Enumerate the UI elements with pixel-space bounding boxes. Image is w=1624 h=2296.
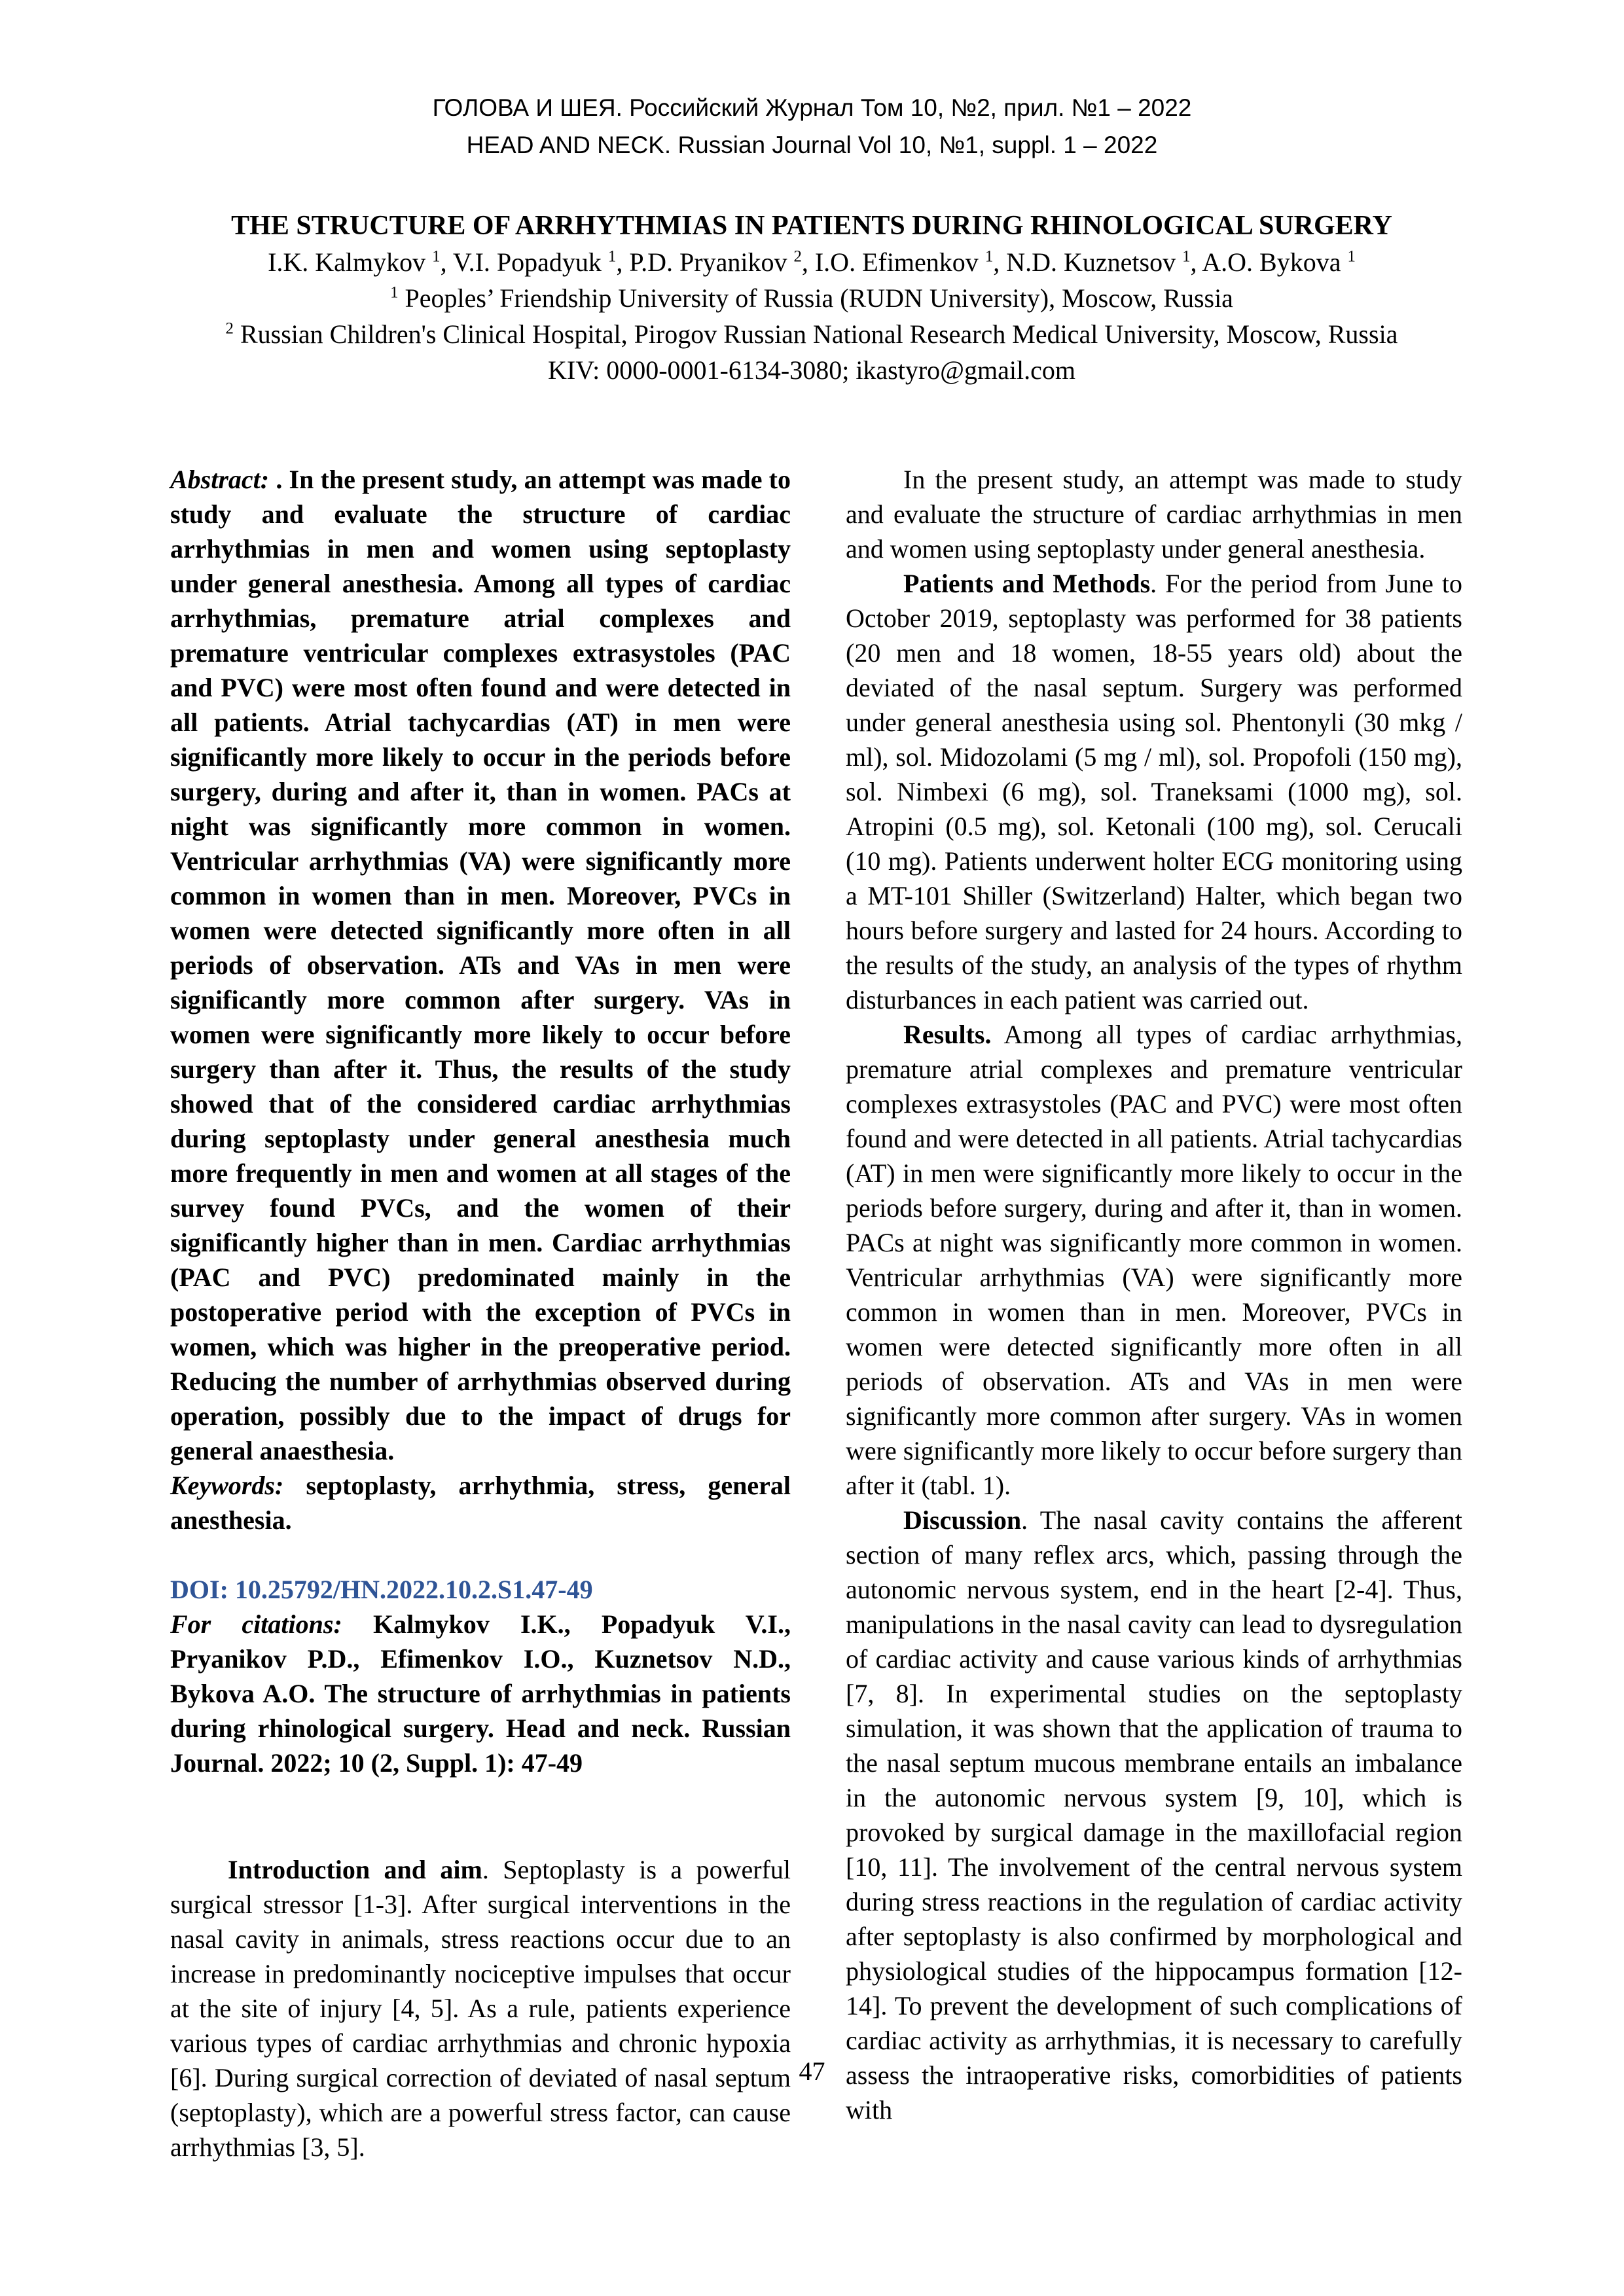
journal-header-line-ru: ГОЛОВА И ШЕЯ. Российский Журнал Том 10, №2, прил. №1 – 2022: [432, 94, 1192, 121]
journal-header-line-en: HEAD AND NECK. Russian Journal Vol 10, №1, suppl. 1 – 2022: [466, 132, 1158, 158]
discussion-text: . The nasal cavity contains the afferent section of many reflex arcs, which, passing through the autonomic nervous system, end in the heart [2-4]. Thus, manipulations in the nasal cavity can lead to dysregulation of cardiac activity and cause various kinds of arrhythmias [7, 8]. In experimental studies on the septoplasty simulation, it was shown that the application of trauma to the nasal septum mucous membrane entails an imbalance in the autonomic nervous system [9, 10], which is provoked by surgical damage in the maxillofacial region [10, 11]. The involvement of the central nervous system during stress reactions in the regulation of cardiac activity after septoplasty is also confirmed by morphological and physiological studies of the hippocampus formation [12-14]. To prevent the development of such complications of cardiac activity as arrhythmias, it is necessary to carefully assess the intraoperative risks, comorbidities of patients with: [846, 1505, 1462, 2125]
authors-line: I.K. Kalmykov $^1$, V.I. Popadyuk $^1$, P.D. Pryanikov $^2$, I.O. Efimenkov $^1$, N.D. Kuznetsov $^1$, A.O. Bykova $^1$: [268, 247, 1356, 277]
citation-label: For citations:: [170, 1609, 342, 1639]
abstract-paragraph: [170, 462, 791, 1468]
page-number: 47: [799, 2056, 825, 2086]
article-title: THE STRUCTURE OF ARRHYTHMIAS IN PATIENTS DURING RHINOLOGICAL SURGERY: [231, 211, 1392, 241]
abstract-label: Abstract:: [170, 465, 270, 494]
left-column: [170, 462, 791, 2164]
patients-methods-heading: Patients and Methods: [903, 569, 1151, 598]
study-summary-paragraph: In the present study, an attempt was made to study and evaluate the structure of cardiac arrhythmias in men and women using septoplasty under general anesthesia.: [846, 465, 1462, 564]
discussion-paragraph: [846, 1503, 1462, 2127]
author-affiliation-sup: 1: [1182, 247, 1191, 266]
abstract-text: . In the present study, an attempt was made to study and evaluate the structure of cardiac arrhythmias in men and women using septoplasty under general anesthesia. Among all types of cardiac arrhythmias, premature atrial complexes and premature ventricular complexes extrasystoles (PAC and PVC) were most often found and were detected in all patients. Atrial tachycardias (AT) in men were significantly more likely to occur in the periods before surgery, during and after it, than in women. PACs at night was significantly more common in women. Ventricular arrhythmias (VA) were significantly more common in women than in men. Moreover, PVCs in women were detected significantly more often in all periods of observation. ATs and VAs in men were significantly more common after surgery. VAs in women were significantly more likely to occur before surgery than after it. Thus, the results of the study showed that of the considered cardiac arrhythmias during septoplasty under general anesthesia much more frequently in men and women at all stages of the survey found PVCs, and the women of their significantly higher than in men. Cardiac arrhythmias (PAC and PVC) predominated mainly in the postoperative period with the exception of PVCs in women, which was higher in the preoperative period. Reducing the number of arrhythmias observed during operation, possibly due to the impact of drugs for general anaesthesia.: [170, 465, 791, 1465]
affiliations: [124, 280, 1499, 352]
author-affiliation-sup: 1: [432, 247, 441, 266]
introduction-paragraph: [170, 1852, 791, 2164]
affiliation-sup: 2: [225, 319, 234, 338]
contact-line: KIV: 0000-0001-6134-3080; ikastyro@gmail.com: [548, 355, 1075, 385]
introduction-text: . Septoplasty is a powerful surgical stressor [1-3]. After surgical interventions in the nasal cavity in animals, stress reactions occur due to an increase in predominantly nociceptive impulses that occur at the site of injury [4, 5]. As a rule, patients experience various types of cardiac arrhythmias and chronic hypoxia [6]. During surgical correction of deviated of nasal septum (septoplasty), which are a powerful stress factor, can cause arrhythmias [3, 5].: [170, 1855, 791, 2162]
affiliation-line: $^2$ Russian Children's Clinical Hospital, Pirogov Russian National Research Medical University, Moscow, Russia: [225, 319, 1398, 349]
journal-header: [0, 89, 1624, 164]
affiliation-line: $^1$ Peoples’ Friendship University of Russia (RUDN University), Moscow, Russia: [390, 283, 1233, 313]
citation-text: Kalmykov I.K., Popadyuk V.I., Pryanikov P.D., Efimenkov I.O., Kuznetsov N.D., Bykova A.O. The structure of arrhythmias in patients during rhinological surgery. Head and neck. Russian Journal. 2022; 10 (2, Suppl. 1): 47-49: [170, 1609, 791, 1778]
keywords-label: Keywords:: [170, 1471, 284, 1500]
affiliation-sup: 1: [390, 283, 399, 302]
author-affiliation-sup: 1: [607, 247, 617, 266]
doi-line: DOI: 10.25792/HN.2022.10.2.S1.47-49: [170, 1575, 593, 1604]
author-affiliation-sup: 1: [1347, 247, 1356, 266]
title-block: [124, 208, 1499, 388]
author-affiliation-sup: 1: [984, 247, 994, 266]
results-paragraph: [846, 1017, 1462, 1503]
patients-methods-paragraph: [846, 566, 1462, 1017]
discussion-heading: Discussion: [903, 1505, 1022, 1535]
patients-methods-text: . For the period from June to October 2019, septoplasty was performed for 38 patients (20 men and 18 women, 18-55 years old) about the deviated of the nasal septum. Surgery was performed under general anesthesia using sol. Phentonyli (30 mkg / ml), sol. Midozolami (5 mg / ml), sol. Propofoli (150 mg), sol. Nimbexi (6 mg), sol. Traneksami (1000 mg), sol. Atropini (0.5 mg), sol. Ketonali (100 mg), sol. Cerucali (10 mg). Patients underwent holter ECG monitoring using a MT-101 Shiller (Switzerland) Halter, which began two hours before surgery and lasted for 24 hours. According to the results of the study, an analysis of the types of rhythm disturbances in each patient was carried out.: [846, 569, 1462, 1014]
author-affiliation-sup: 2: [793, 247, 802, 266]
citation-paragraph: [170, 1607, 791, 1780]
keywords-text: septoplasty, arrhythmia, stress, general anesthesia.: [170, 1471, 791, 1535]
results-heading: Results.: [903, 1020, 992, 1049]
introduction-heading: Introduction and aim: [228, 1855, 482, 1884]
results-text: Among all types of cardiac arrhythmias, premature atrial complexes and premature ventricular complexes extrasystoles (PAC and PVC) were most often found and were detected in all patients. Atrial tachycardias (AT) in men were significantly more likely to occur in the periods before surgery, during and after it, than in women. PACs at night was significantly more common in women. Ventricular arrhythmias (VA) were significantly more common in women than in men. Moreover, PVCs in women were detected significantly more often in all periods of observation. ATs and VAs in men were significantly more common after surgery. VAs in women were significantly more likely to occur before surgery than after it (tabl. 1).: [846, 1020, 1462, 1500]
right-column: [846, 462, 1462, 2127]
keywords-paragraph: [170, 1468, 791, 1537]
